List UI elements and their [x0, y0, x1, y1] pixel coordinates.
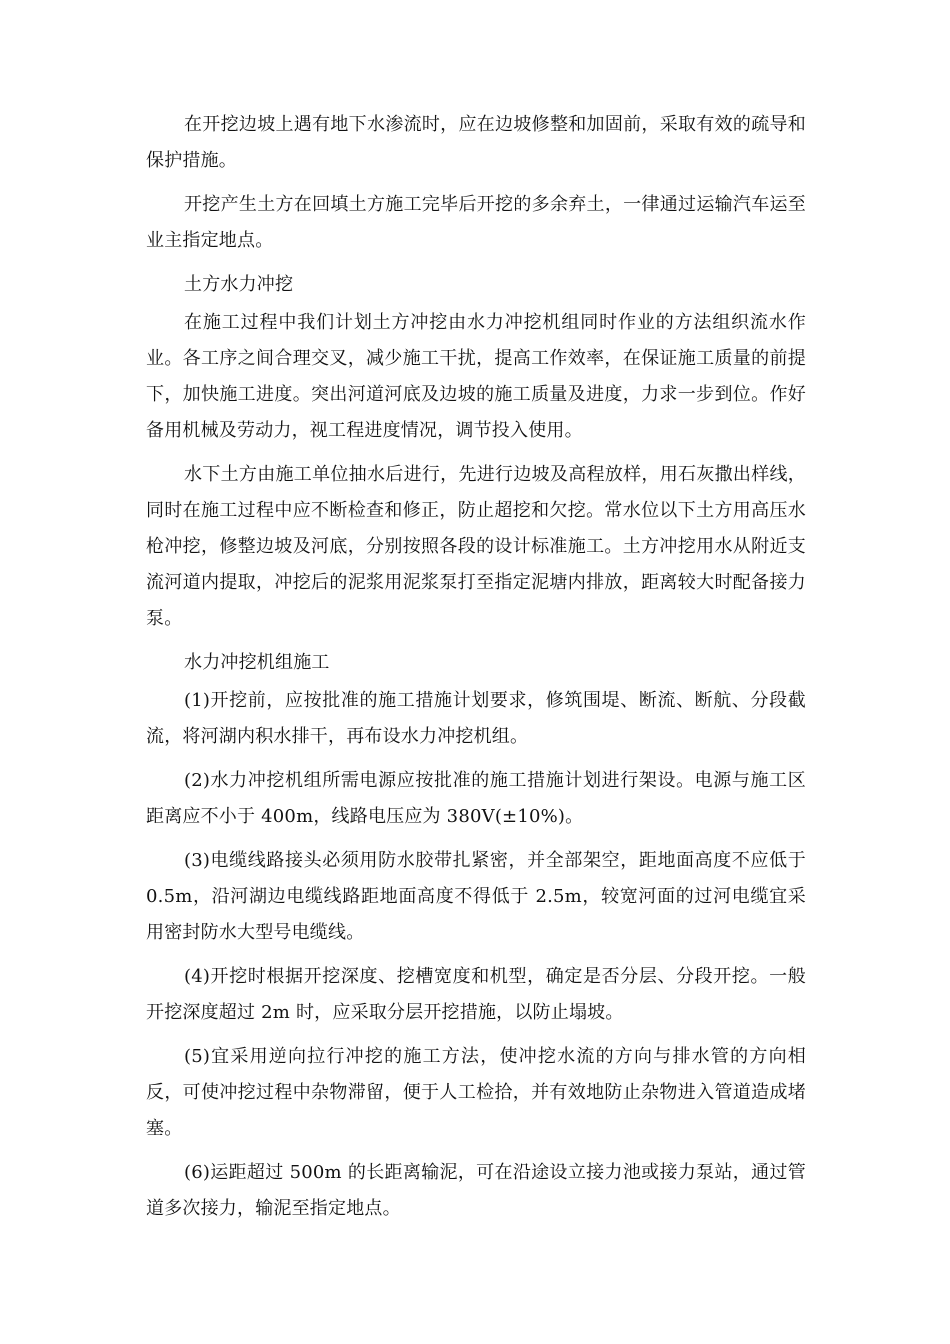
paragraph-underwater-earthwork: 水下土方由施工单位抽水后进行，先进行边坡及高程放样，用石灰撒出样线，同时在施工过程中应不断检查和修正，防止超挖和欠挖。常水位以下土方用高压水枪冲挖，修整边坡及河底，分别按照各段的设计标准施工。土方冲挖用水从附近支流河道内提取，冲挖后的泥浆用泥浆泵打至指定泥塘内排放，距离较大时配备接力泵。 [146, 464, 806, 629]
paragraph-seepage: 在开挖边坡上遇有地下水渗流时，应在边坡修整和加固前，采取有效的疏导和保护措施。 [146, 114, 806, 171]
list-item-2: (2)水力冲挖机组所需电源应按批准的施工措施计划进行架设。电源与施工区距离应不小于 400m，线路电压应为 380V(±10%)。 [146, 770, 806, 827]
paragraph-construction-plan: 在施工过程中我们计划土方冲挖由水力冲挖机组同时作业的方法组织流水作业。各工序之间合理交叉，减少施工干扰，提高工作效率，在保证施工质量的前提下，加快施工进度。突出河道河底及边坡的施工质量及进度，力求一步到位。作好备用机械及劳动力，视工程进度情况，调节投入使用。 [146, 312, 806, 441]
list-item-3: (3)电缆线路接头必须用防水胶带扎紧密，并全部架空，距地面高度不应低于 0.5m，沿河湖边电缆线路距地面高度不得低于 2.5m，较宽河面的过河电缆宜采用密封防水大型号电缆线。 [146, 850, 806, 943]
list-item-1: (1)开挖前，应按批准的施工措施计划要求，修筑围堤、断流、断航、分段截流，将河湖内积水排干，再布设水力冲挖机组。 [146, 690, 806, 747]
list-item-4: (4)开挖时根据开挖深度、挖槽宽度和机型，确定是否分层、分段开挖。一般开挖深度超过 2m 时，应采取分层开挖措施，以防止塌坡。 [146, 966, 806, 1023]
paragraph-spoil-disposal: 开挖产生土方在回填土方施工完毕后开挖的多余弃土，一律通过运输汽车运至业主指定地点。 [146, 194, 806, 251]
list-item-6: (6)运距超过 500m 的长距离输泥，可在沿途设立接力池或接力泵站，通过管道多次接力，输泥至指定地点。 [146, 1162, 806, 1219]
list-item-5: (5)宜采用逆向拉行冲挖的施工方法，使冲挖水流的方向与排水管的方向相反，可使冲挖过程中杂物滞留，便于人工检拾，并有效地防止杂物进入管道造成堵塞。 [146, 1046, 806, 1139]
document-page [146, 107, 806, 1235]
section-heading-hydraulic-excavation: 土方水力冲挖 [184, 274, 294, 295]
section-heading-machine-construction: 水力冲挖机组施工 [184, 652, 330, 673]
